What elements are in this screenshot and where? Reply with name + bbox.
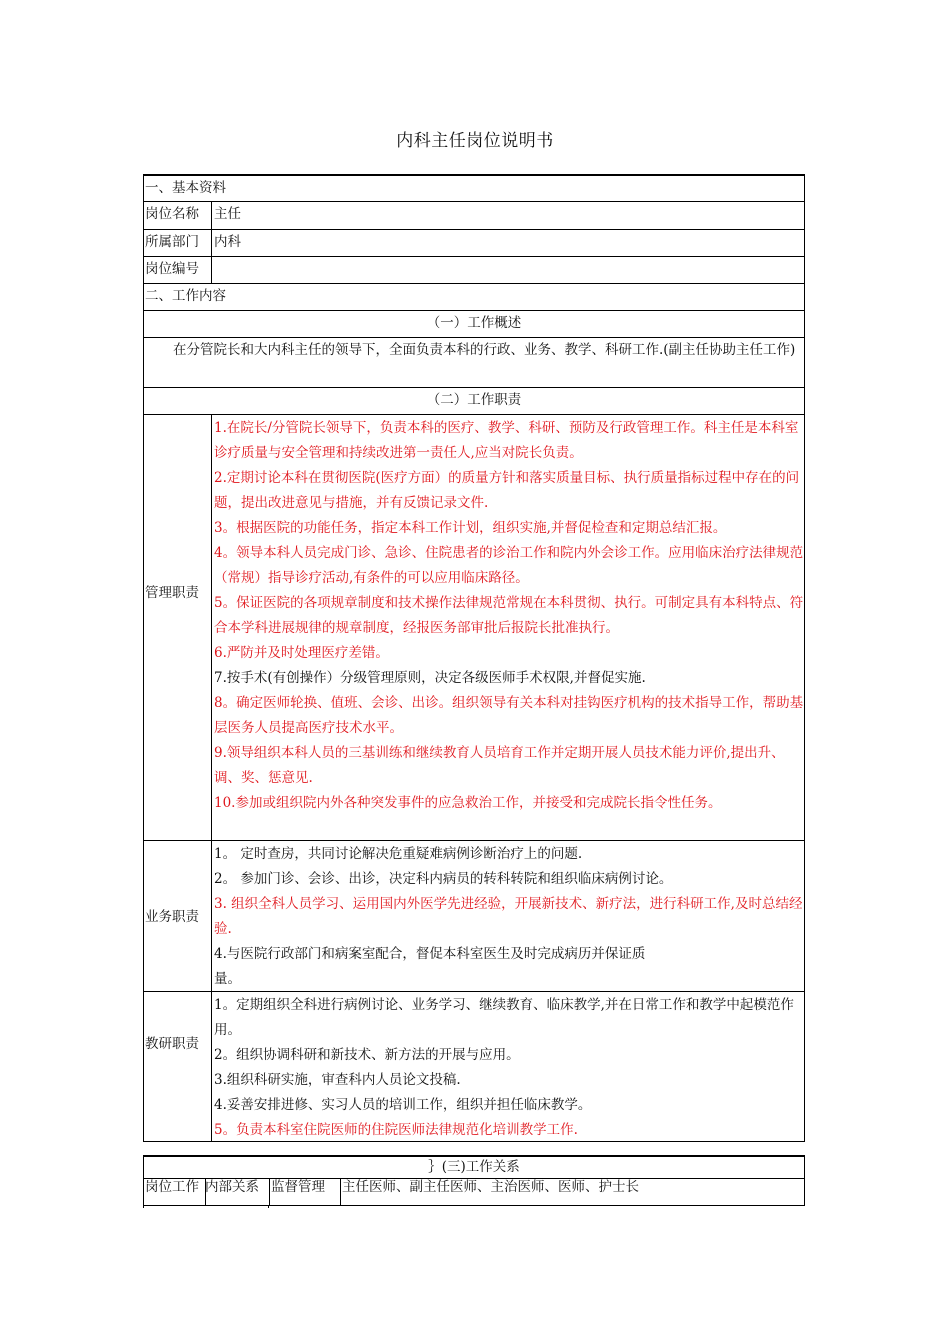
- table-continuation-line: [143, 1206, 144, 1208]
- list-item: 1。 定时查房，共同讨论解决危重疑难病例诊断治疗上的问题.: [214, 846, 583, 862]
- section-basic-info-label: 一、基本资料: [145, 180, 226, 196]
- list-item: 9.领导组织本科人员的三基训练和继续教育人员培育工作并定期开展人员技术能力评价,提出升、调、奖、惩意见.: [214, 745, 785, 786]
- list-item: 8。确定医师轮换、值班、会诊、出诊。组织领导有关本科对挂钩医疗机构的技术指导工作，帮助基层医务人员提高医疗技术水平。: [214, 695, 804, 736]
- business-label-cell: [144, 841, 212, 991]
- list-item: 7.按手术(有创操作）分级管理原则，决定各级医师手术权限,并督促实施.: [214, 670, 646, 686]
- teaching-label-cell: [144, 992, 212, 1141]
- basic-row: [143, 257, 805, 284]
- overview-text: 在分管院长和大内科主任的领导下，全面负责本科的行政、业务、教学、科研工作.(副主任协助主任工作): [173, 342, 796, 358]
- page-title: 内科主任岗位说明书: [396, 131, 554, 151]
- list-item: 2。 参加门诊、会诊、出诊，决定科内病员的转科转院和组织临床病例讨论。: [214, 871, 673, 887]
- basic-row-value: 内科: [214, 234, 241, 250]
- relations-col-supervision: 监督管理: [269, 1179, 341, 1205]
- relations-row: [143, 1179, 805, 1206]
- basic-row-label: 岗位名称: [144, 202, 212, 229]
- list-item: 1。定期组织全科进行病例讨论、业务学习、继续教育、临床教学,并在日常工作和教学中起模范作用。: [214, 997, 794, 1038]
- list-item: 4。领导本科人员完成门诊、急诊、住院患者的诊治工作和院内外会诊工作。应用临床治疗法律规范（常规）指导诊疗活动,有条件的可以应用临床路径。: [214, 545, 804, 586]
- table-continuation-line: [268, 1206, 269, 1208]
- basic-row: [143, 202, 805, 230]
- management-label-cell: [144, 415, 212, 840]
- overview-title: [143, 311, 805, 338]
- teaching-items: [213, 992, 804, 1141]
- relations-col-staff: 主任医师、副主任医师、主治医师、医师、护士长: [342, 1179, 639, 1195]
- section-work-content-label: 二、工作内容: [145, 288, 226, 304]
- teaching-label: 教研职责: [145, 1036, 199, 1052]
- section-work-content: [143, 284, 805, 311]
- management-label: 管理职责: [145, 585, 199, 601]
- relations-col-post: 岗位工作: [144, 1179, 206, 1205]
- management-items: [213, 415, 804, 840]
- overview-text-row: [143, 338, 805, 388]
- teaching-duties: [143, 992, 805, 1142]
- duties-title-label: （二）工作职责: [426, 392, 522, 408]
- business-label: 业务职责: [145, 909, 199, 925]
- list-item: 10.参加或组织院内外各种突发事件的应急救治工作，并接受和完成院长指令性任务。: [214, 795, 722, 811]
- duties-title: [143, 388, 805, 415]
- list-item: 4.与医院行政部门和病案室配合，督促本科室医生及时完成病历并保证质量。: [214, 946, 646, 987]
- basic-row: [143, 230, 805, 257]
- business-duties: [143, 841, 805, 992]
- relations-col-internal: 内部关系: [204, 1179, 270, 1205]
- basic-row-value: 主任: [214, 206, 241, 222]
- list-item: 3。根据医院的功能任务，指定本科工作计划，组织实施,并督促检查和定期总结汇报。: [214, 520, 727, 536]
- basic-row-label: 岗位编号: [144, 257, 212, 283]
- list-item: 2.定期讨论本科在贯彻医院(医疗方面）的质量方针和落实质量目标、执行质量指标过程中存在的问题，提出改进意见与措施，并有反馈记录文件.: [214, 470, 800, 511]
- management-duties: [143, 415, 805, 841]
- relations-title: [143, 1155, 805, 1179]
- business-items: [213, 841, 804, 991]
- list-item: 6.严防并及时处理医疗差错。: [214, 645, 389, 661]
- list-item: 5。负责本科室住院医师的住院医师法律规范化培训教学工作.: [214, 1122, 578, 1138]
- list-item: 3.组织科研实施，审查科内人员论文投稿.: [214, 1072, 461, 1088]
- list-item: 1.在院长/分管院长领导下，负责本科的医疗、教学、科研、预防及行政管理工作。科主任是本科室诊疗质量与安全管理和持续改进第一责任人,应当对院长负责。: [214, 420, 799, 461]
- list-item: 4.妥善安排进修、实习人员的培训工作，组织并担任临床教学。: [214, 1097, 592, 1113]
- section-basic-info: [143, 174, 805, 202]
- list-item: 2。组织协调科研和新技术、新方法的开展与应用。: [214, 1047, 520, 1063]
- relations-title-label: ｝(三)工作关系: [428, 1159, 520, 1175]
- overview-title-label: （一）工作概述: [426, 315, 522, 331]
- list-item: 5。保证医院的各项规章制度和技术操作法律规范常规在本科贯彻、执行。可制定具有本科特点、符合本学科进展规律的规章制度，经报医务部审批后报院长批准执行。: [214, 595, 804, 636]
- basic-row-label: 所属部门: [144, 230, 212, 256]
- list-item: 3. 组织全科人员学习、运用国内外医学先进经验，开展新技术、新疗法，进行科研工作,及时总结经验.: [214, 896, 803, 937]
